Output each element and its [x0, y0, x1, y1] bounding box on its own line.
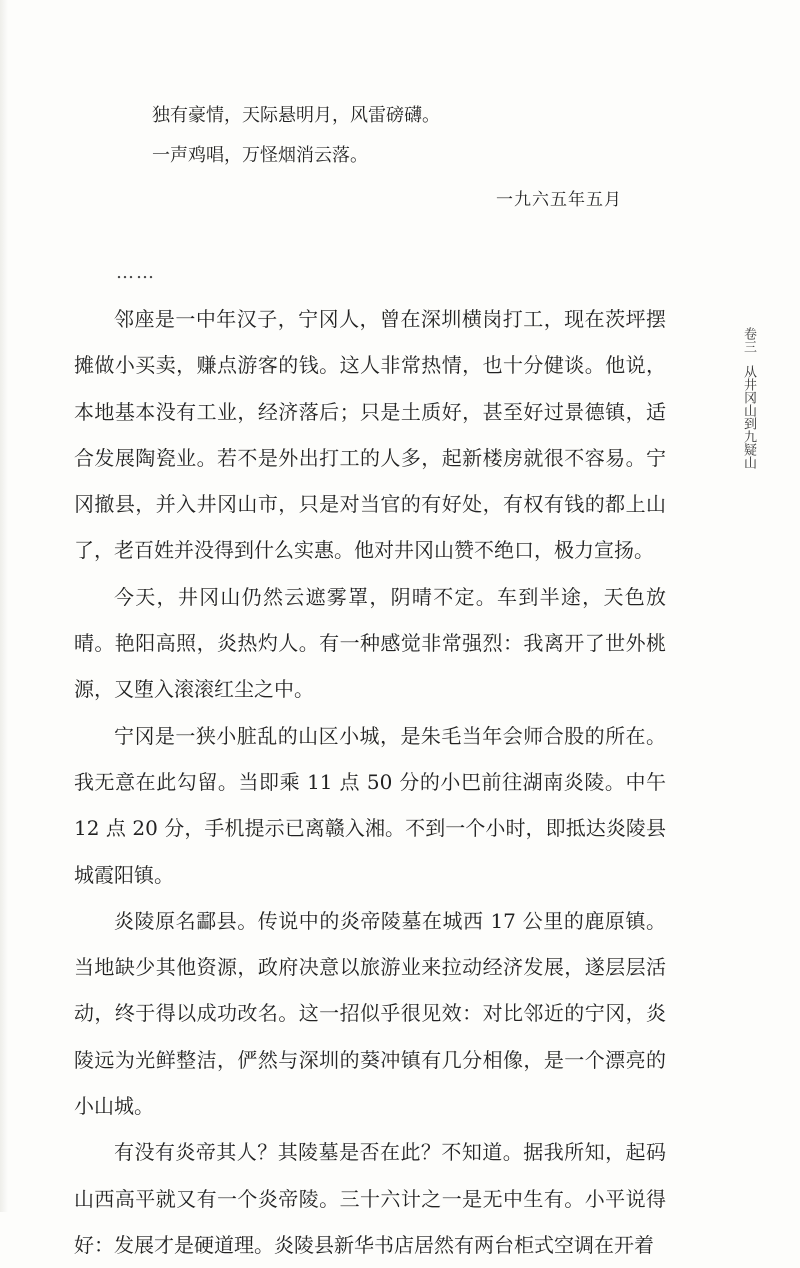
poem-line-1: 独有豪情，天际悬明月，风雷磅礴。 — [152, 105, 440, 126]
poem-line-2: 一声鸡唱，万怪烟消云落。 — [152, 145, 368, 166]
poem-date: 一九六五年五月 — [496, 190, 622, 210]
paragraph-2: 今天，井冈山仍然云遮雾罩，阴晴不定。车到半途，天色放晴。艳阳高照，炎热灼人。有一种感觉非常强烈：我离开了世外桃源，又堕入滚滚红尘之中。 — [74, 584, 666, 702]
running-header — [734, 327, 756, 469]
poem-block — [152, 96, 712, 176]
running-header-chapter: 从井冈山到九疑山 — [741, 365, 756, 469]
paragraph-1: 邻座是一中年汉子，宁冈人，曾在深圳横岗打工，现在茨坪摆摊做小买卖，赚点游客的钱。这人非常热情，也十分健谈。他说，本地基本没有工业，经济落后；只是土质好，甚至好过景德镇，适合发展陶瓷业。若不是外出打工的人多，起新楼房就很不容易。宁冈撤县，并入井冈山市，只是对当官的有好处，有权有钱的都上山了，老百姓并没得到什么实惠。他对井冈山赞不绝口，极力宣扬。 — [74, 307, 666, 563]
page-edge-shadow — [0, 0, 8, 1212]
running-header-volume: 卷三 — [741, 327, 756, 353]
ellipsis: …… — [116, 262, 156, 283]
paragraph-5: 有没有炎帝其人？其陵墓是否在此？不知道。据我所知，起码山西高平就又有一个炎帝陵。三十六计之一是无中生有。小平说得好：发展才是硬道理。炎陵县新华书店居然有两台柜式空调在开着 — [74, 1140, 666, 1257]
body-text — [74, 296, 666, 1268]
paragraph-4: 炎陵原名酃县。传说中的炎帝陵墓在城西 17 公里的鹿原镇。当地缺少其他资源，政府决意以旅游业来拉动经济发展，遂层层活动，终于得以成功改名。这一招似乎很见效：对比邻近的宁冈，炎陵远为光鲜整洁，俨然与深圳的葵冲镇有几分相像，是一个漂亮的小山城。 — [74, 908, 666, 1119]
paragraph-3: 宁冈是一狭小脏乱的山区小城，是朱毛当年会师合股的所在。我无意在此勾留。当即乘 11 点 50 分的小巴前往湖南炎陵。中午 12 点 20 分，手机提示已离赣入湘。不到一个小时，即抵达炎陵县城霞阳镇。 — [74, 723, 666, 887]
